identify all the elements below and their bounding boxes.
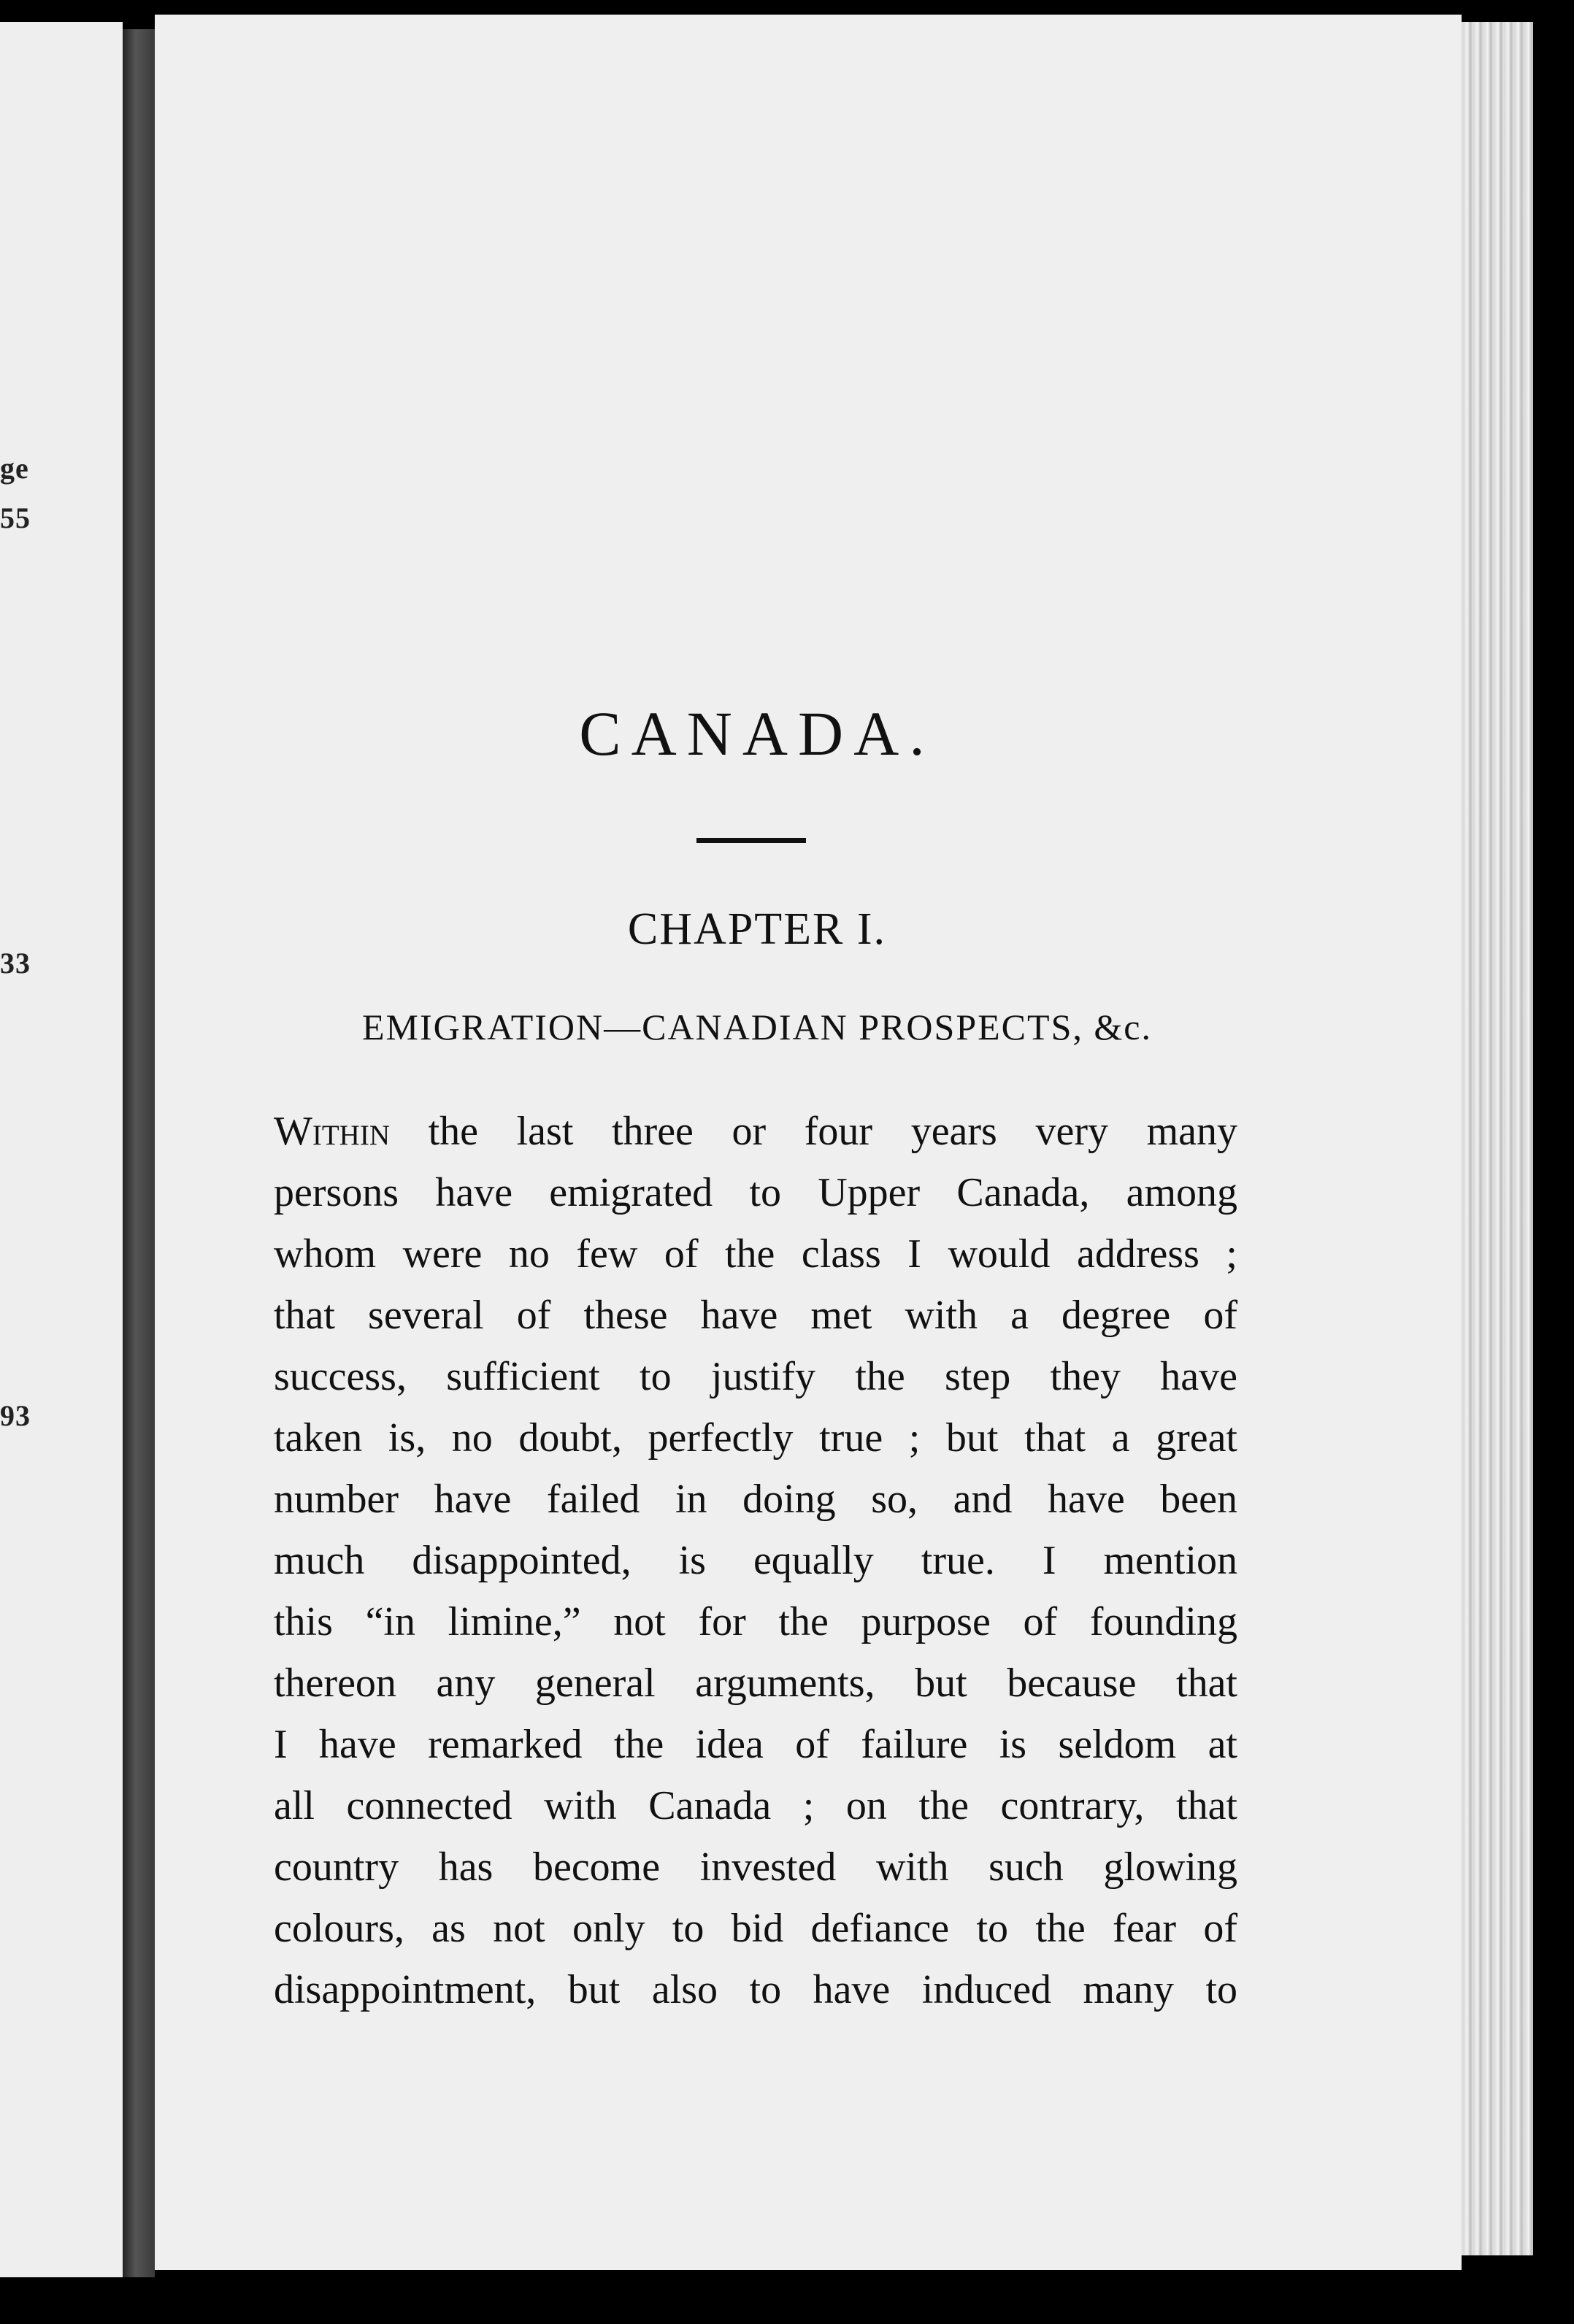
text-line: number have failed in doing so, and have been — [274, 1477, 1237, 1522]
text-line: much disappointed, is equally true. I mention — [274, 1538, 1237, 1583]
text-line: I have remarked the idea of failure is seldom at — [274, 1722, 1237, 1767]
page-title: CANADA. — [579, 699, 935, 769]
text-line — [274, 1101, 1237, 1162]
facing-page — [0, 22, 123, 2277]
page-edges — [1453, 22, 1533, 2255]
text-line: persons have emigrated to Upper Canada, among — [274, 1170, 1237, 1215]
margin-fragment: 55 — [0, 501, 31, 534]
first-word: Within — [274, 1109, 390, 1154]
text-line: disappointment, but also to have induced many to — [274, 1967, 1237, 2012]
text-line: whom were no few of the class I would address ; — [274, 1231, 1237, 1277]
text-line: taken is, no doubt, perfectly true ; but that a great — [274, 1415, 1237, 1461]
title-rule — [696, 838, 806, 843]
text-line: all connected with Canada ; on the contrary, that — [274, 1783, 1237, 1828]
chapter-subtitle: EMIGRATION—CANADIAN PROSPECTS, &c. — [362, 1007, 1152, 1047]
text-line: this “in limine,” not for the purpose of founding — [274, 1599, 1237, 1644]
margin-fragment: 33 — [0, 947, 31, 980]
margin-fragment: 93 — [0, 1399, 31, 1432]
book-gutter — [123, 29, 155, 2277]
text-line: that several of these have met with a degree of — [274, 1293, 1237, 1338]
body-paragraph — [274, 1101, 1237, 2020]
text-line: colours, as not only to bid defiance to the fear of — [274, 1906, 1237, 1951]
text-line: country has become invested with such glowing — [274, 1844, 1237, 1890]
text-line-content: the last three or four years very many — [389, 1109, 1237, 1154]
margin-fragment: ge — [0, 452, 29, 485]
text-line: thereon any general arguments, but because that — [274, 1661, 1237, 1706]
chapter-heading: CHAPTER I. — [627, 904, 887, 954]
text-line: success, sufficient to justify the step they have — [274, 1354, 1237, 1399]
